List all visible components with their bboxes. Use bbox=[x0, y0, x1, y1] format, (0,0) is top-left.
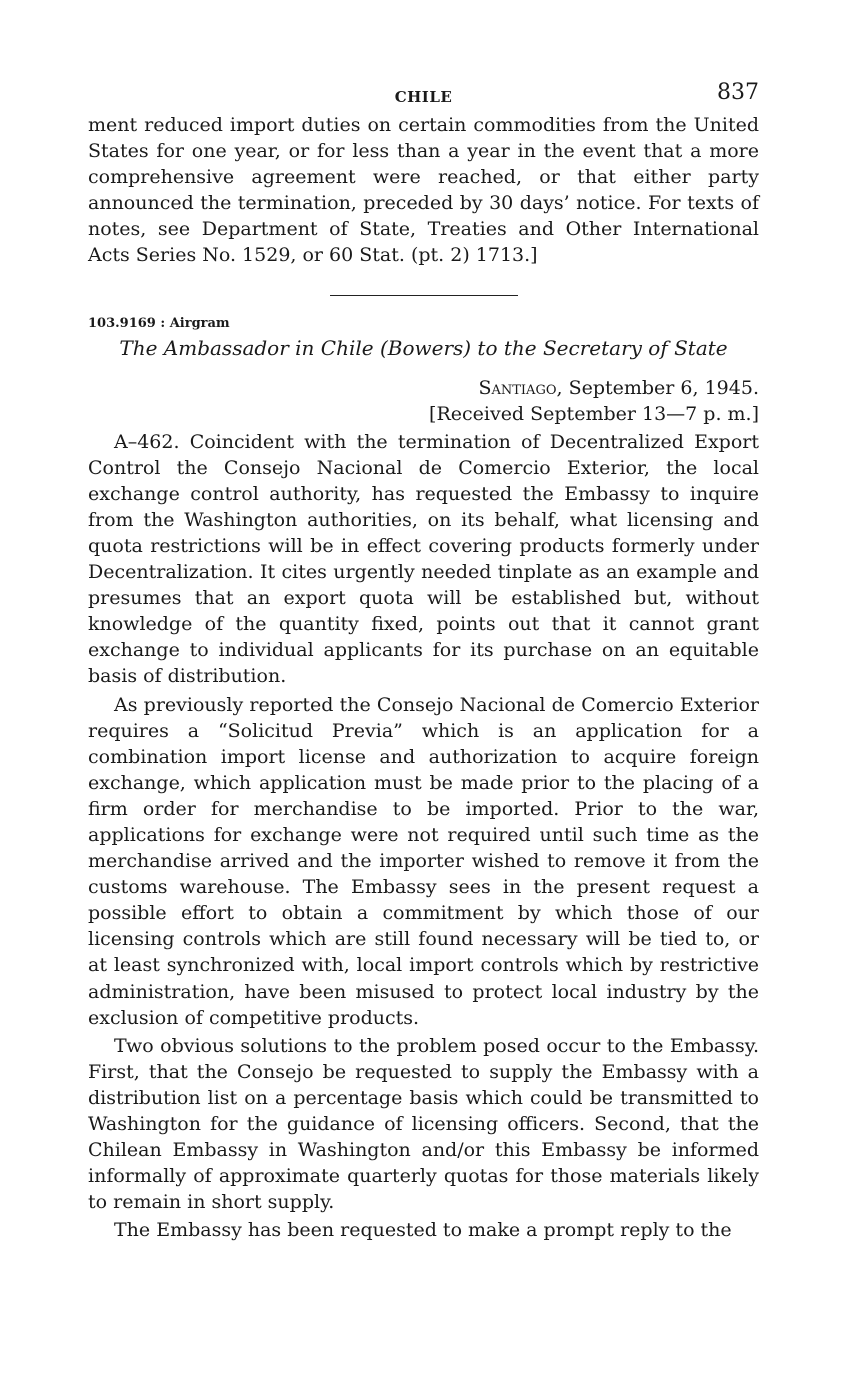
running-head bbox=[88, 78, 759, 112]
section-divider bbox=[330, 295, 518, 296]
body-paragraph: Two obvious solutions to the problem posed occur to the Embassy. First, that the Consejo be requested to supply the Embassy with a distribution list on a percentage basis which could be transmitted to Washington for the guidance of licensing officers. Second, that the Chilean Embassy in Washington and/or this Embassy be informed informally of approximate quarterly quotas for those materials likely to remain in short supply. bbox=[88, 1034, 759, 1214]
intro-paragraph: ment reduced import duties on certain commodities from the United States for one year, or for less than a year in the event that a more comprehensive agreement were reached, or that either party announced the termination, preceded by 30 days’ notice. For texts of notes, see Department of State, Treaties and Other International Acts Series No. 1529, or 60 Stat. (pt. 2) 1713.] bbox=[88, 114, 759, 267]
body-paragraph: As previously reported the Consejo Nacional de Comercio Exterior requires a “Solicitud Previa” which is an application for a combination import license and authorization to acquire foreign exchange, which application must be made prior to the placing of a firm order for merchandise to be imported. Prior to the war, applications for exchange were not required until such time as the merchandise arrived and the importer wished to remove it from the customs warehouse. The Embassy sees in the present request a possible effort to obtain a commitment by which those of our licensing controls which are still found necessary will be tied to, or at least synchronized with, local import controls which by restrictive administration, have been misused to protect local industry by the exclusion of competitive products. bbox=[88, 693, 759, 1029]
document-heading: The Ambassador in Chile (Bowers) to the Secretary of State bbox=[119, 335, 728, 360]
page-number: 837 bbox=[717, 80, 759, 105]
running-title: CHILE bbox=[394, 88, 453, 106]
received-note: [Received September 13—7 p. m.] bbox=[429, 402, 759, 425]
place-name: Santiago bbox=[478, 376, 557, 399]
place-date-line bbox=[88, 375, 759, 401]
file-reference: 103.9169 : Airgram bbox=[88, 315, 230, 331]
body-paragraph: The Embassy has been requested to make a prompt reply to the bbox=[114, 1219, 732, 1242]
letter-date: , September 6, 1945. bbox=[556, 376, 759, 399]
body-paragraph: A–462. Coincident with the termination of Decentralized Export Control the Consejo Nacional de Comercio Exterior, the local exchange control authority, has requested the Embassy to inquire from the Washington authorities, on its behalf, what licensing and quota restrictions will be in effect covering products formerly under Decentralization. It cites urgently needed tinplate as an example and presumes that an export quota will be established but, without knowledge of the quantity fixed, points out that it cannot grant exchange to individual applicants for its purchase on an equitable basis of distribution. bbox=[88, 430, 759, 688]
book-page bbox=[88, 78, 759, 1243]
